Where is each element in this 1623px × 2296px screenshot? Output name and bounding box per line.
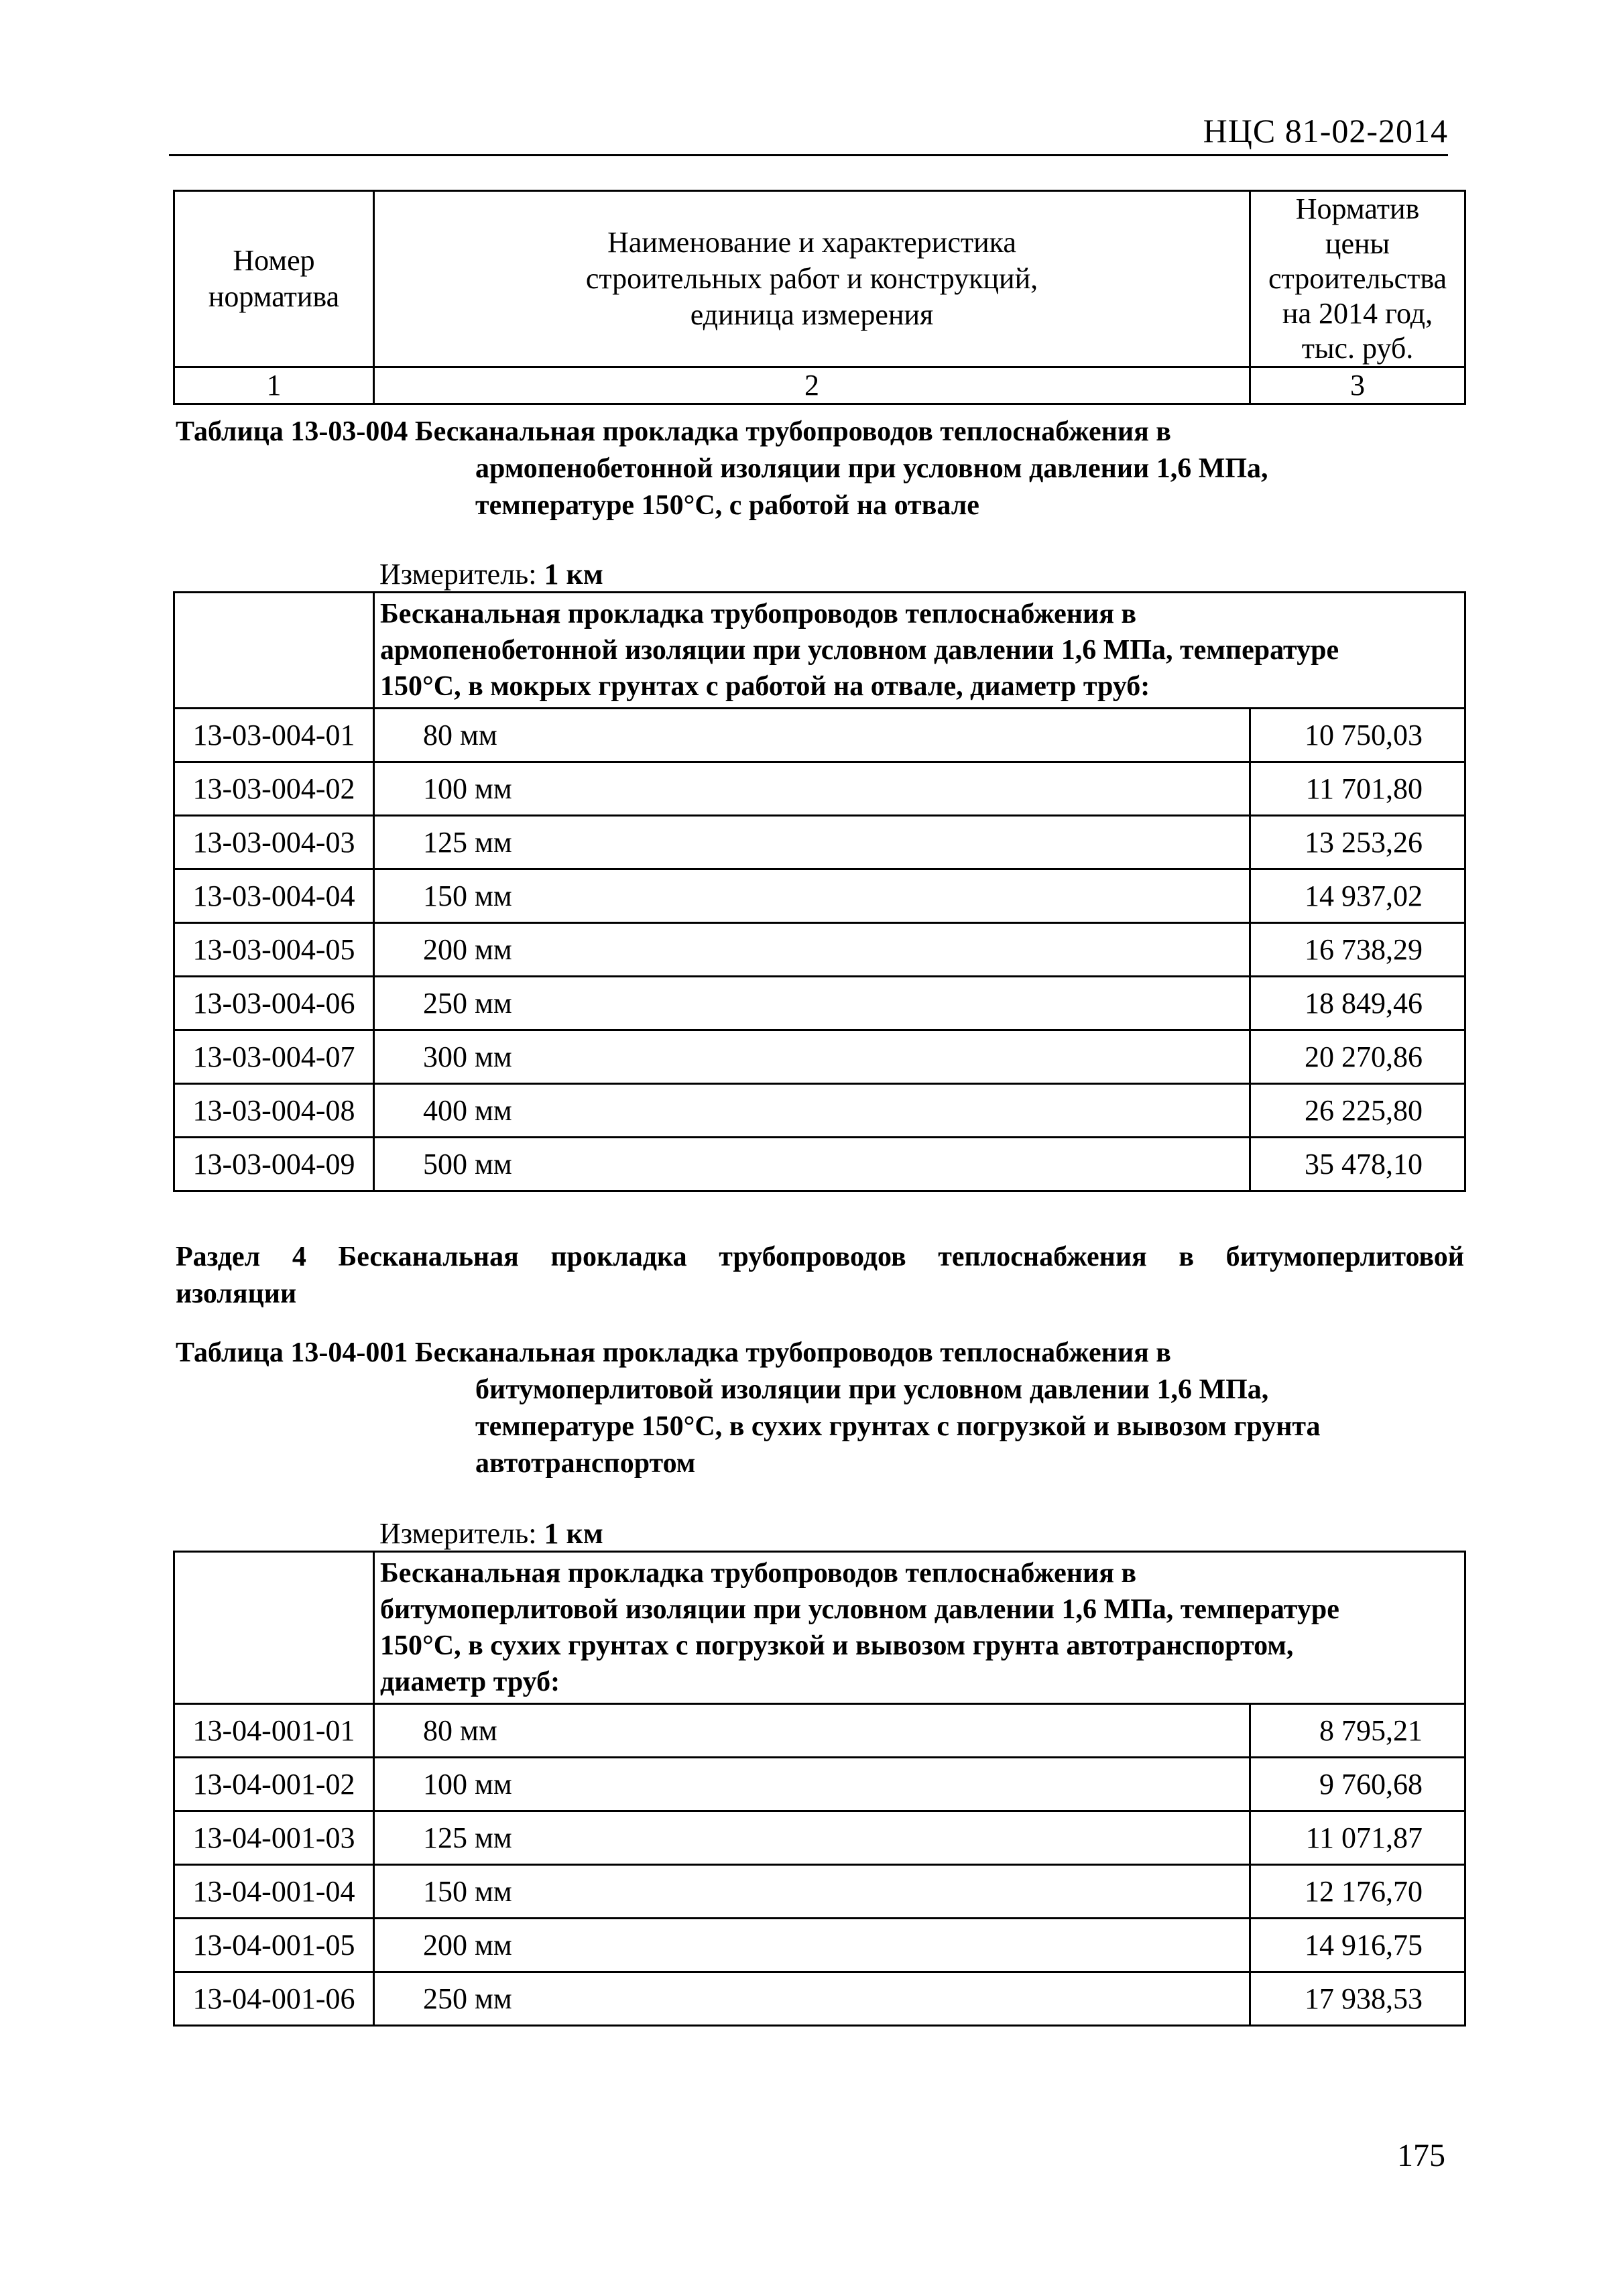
row-code: 13-04-001-02 (174, 1758, 374, 1811)
row-code: 13-03-004-09 (174, 1138, 374, 1191)
row-value: 18 849,46 (1250, 977, 1465, 1030)
row-value: 17 938,53 (1250, 1972, 1465, 2026)
column-number-2: 2 (374, 367, 1250, 404)
page-number: 175 (1397, 2138, 1445, 2173)
row-value: 35 478,10 (1250, 1138, 1465, 1191)
row-value: 13 253,26 (1250, 816, 1465, 869)
row-value: 10 750,03 (1250, 709, 1465, 762)
table2-measure: Измеритель: 1 км (379, 1517, 603, 1550)
row-code: 13-03-004-07 (174, 1030, 374, 1084)
row-name: 150 мм (374, 869, 1250, 923)
row-code: 13-04-001-01 (174, 1704, 374, 1758)
table-row (174, 816, 1465, 869)
row-name: 250 мм (374, 977, 1250, 1030)
table1-group-header: Бесканальная прокладка трубопроводов теплоснабжения в армопенобетонной изоляции при условном давлении 1,6 МПа, температуре 150°С, в мокрых грунтах с работой на отвале, диаметр труб: (374, 593, 1465, 709)
header-cell-price: Норматив цены строительства на 2014 год, тыс. руб. (1250, 191, 1465, 367)
row-code: 13-03-004-04 (174, 869, 374, 923)
table-row (174, 762, 1465, 816)
table-row (174, 1138, 1465, 1191)
row-name: 125 мм (374, 1811, 1250, 1865)
table-row (174, 1919, 1465, 1972)
row-code: 13-03-004-05 (174, 923, 374, 977)
row-name: 100 мм (374, 1758, 1250, 1811)
row-value: 11 071,87 (1250, 1811, 1465, 1865)
row-name: 300 мм (374, 1030, 1250, 1084)
row-name: 80 мм (374, 709, 1250, 762)
table-row (174, 869, 1465, 923)
table-row (174, 1865, 1465, 1919)
row-name: 125 мм (374, 816, 1250, 869)
row-code: 13-03-004-06 (174, 977, 374, 1030)
row-name: 500 мм (374, 1138, 1250, 1191)
row-code: 13-03-004-02 (174, 762, 374, 816)
row-name: 400 мм (374, 1084, 1250, 1138)
table-row (174, 709, 1465, 762)
document-code: НЦС 81-02-2014 (1203, 112, 1448, 149)
row-code: 13-04-001-03 (174, 1811, 374, 1865)
row-name: 80 мм (374, 1704, 1250, 1758)
row-value: 12 176,70 (1250, 1865, 1465, 1919)
table-row (174, 923, 1465, 977)
header-cell-name: Наименование и характеристика строительных работ и конструкций, единица измерения (374, 191, 1250, 367)
row-code: 13-04-001-06 (174, 1972, 374, 2026)
column-number-3: 3 (1250, 367, 1465, 404)
table-row (174, 977, 1465, 1030)
header-cell-number: Номер норматива (174, 191, 374, 367)
page-header (169, 109, 1448, 156)
row-code: 13-04-001-05 (174, 1919, 374, 1972)
table-row (174, 1972, 1465, 2026)
row-code: 13-03-004-01 (174, 709, 374, 762)
row-value: 14 937,02 (1250, 869, 1465, 923)
row-value: 11 701,80 (1250, 762, 1465, 816)
row-name: 200 мм (374, 923, 1250, 977)
row-value: 8 795,21 (1250, 1704, 1465, 1758)
row-name: 200 мм (374, 1919, 1250, 1972)
table1-data-table (173, 591, 1466, 1192)
row-value: 14 916,75 (1250, 1919, 1465, 1972)
row-value: 9 760,68 (1250, 1758, 1465, 1811)
section-4-title: Раздел 4 Бесканальная прокладка трубопроводов теплоснабжения в битумоперлитовой изоляции (176, 1242, 1464, 1309)
table1-measure: Измеритель: 1 км (379, 558, 603, 591)
row-value: 26 225,80 (1250, 1084, 1465, 1138)
table1-caption: Таблица 13-03-004 Бесканальная прокладка трубопроводов теплоснабжения в армопенобетонной изоляции при условном давлении 1,6 МПа, температуре 150°С, с работой на отвале (176, 416, 1268, 521)
table2-group-header: Бесканальная прокладка трубопроводов теплоснабжения в битумоперлитовой изоляции при условном давлении 1,6 МПа, температуре 150°С, в сухих грунтах с погрузкой и вывозом грунта автотранспортом, диаметр труб: (374, 1552, 1465, 1704)
table-row (174, 1811, 1465, 1865)
table-row (174, 1758, 1465, 1811)
table-row (174, 1704, 1465, 1758)
row-code: 13-03-004-08 (174, 1084, 374, 1138)
row-name: 250 мм (374, 1972, 1250, 2026)
column-number-1: 1 (174, 367, 374, 404)
table2-caption: Таблица 13-04-001 Бесканальная прокладка трубопроводов теплоснабжения в битумоперлитовой изоляции при условном давлении 1,6 МПа, температуре 150°С, в сухих грунтах с погрузкой и вывозом грунта автотранспортом (176, 1337, 1321, 1479)
table1-group-empty-cell (174, 593, 374, 709)
row-name: 100 мм (374, 762, 1250, 816)
table2-data-table (173, 1551, 1466, 2027)
row-code: 13-03-004-03 (174, 816, 374, 869)
table-row (174, 1030, 1465, 1084)
table2-group-empty-cell (174, 1552, 374, 1704)
column-header-table (173, 190, 1466, 405)
row-code: 13-04-001-04 (174, 1865, 374, 1919)
row-value: 16 738,29 (1250, 923, 1465, 977)
table-row (174, 1084, 1465, 1138)
row-value: 20 270,86 (1250, 1030, 1465, 1084)
row-name: 150 мм (374, 1865, 1250, 1919)
